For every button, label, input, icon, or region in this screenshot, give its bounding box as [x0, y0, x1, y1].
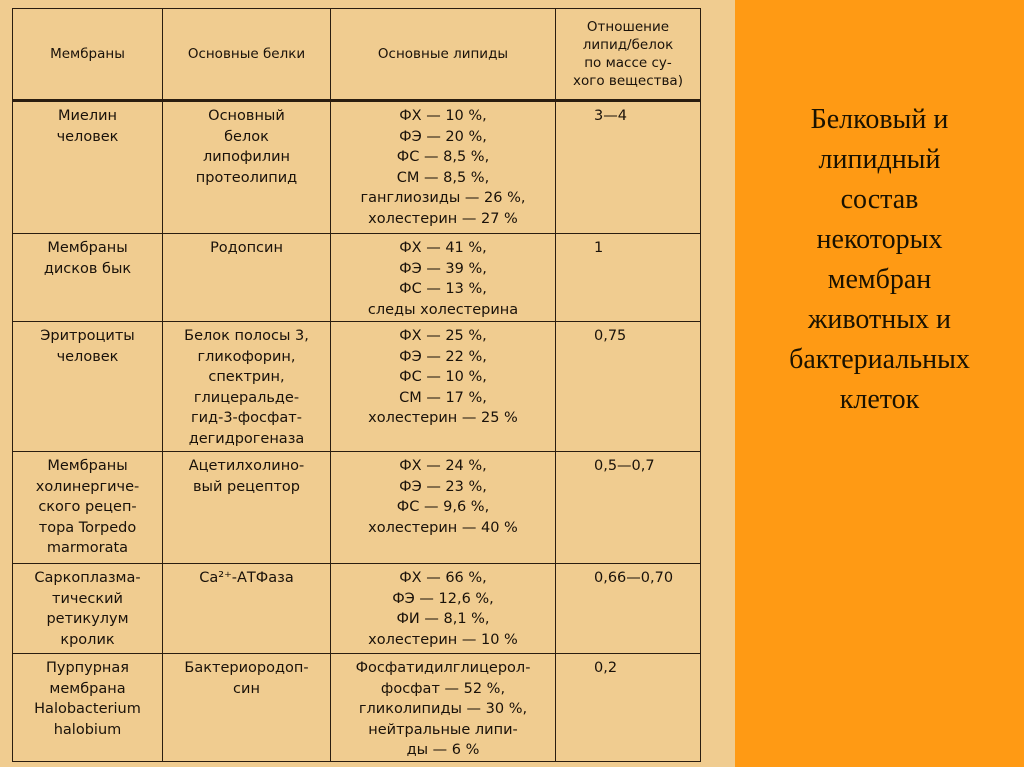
header-membranes: Мембраны: [13, 9, 163, 101]
cell-line: тический: [52, 590, 123, 607]
cell-line: ФС — 8,5 %,: [396, 149, 490, 165]
cell-line: холестерин — 25 %: [368, 410, 518, 426]
cell-line: ФС — 10 %,: [399, 369, 487, 385]
cell-line: ФЭ — 22 %,: [399, 348, 487, 365]
header-ratio-line: по массе су-: [584, 55, 672, 71]
ratio-cell: [556, 322, 701, 452]
slide-caption: [735, 100, 1024, 420]
caption-line: липидный: [818, 144, 941, 175]
ratio-cell: [556, 564, 701, 654]
cell-line: ского рецеп-: [38, 499, 137, 515]
caption-line: состав: [840, 184, 919, 215]
cell-line: холестерин — 40 %: [368, 519, 518, 536]
cell-line: 3—4: [594, 108, 627, 124]
cell-line: Мембраны: [47, 240, 128, 256]
proteins-cell: [163, 101, 331, 234]
cell-line: ФХ — 10 %,: [399, 108, 487, 124]
cell-line: кролик: [60, 631, 115, 648]
table-row: [13, 322, 701, 452]
cell-line: холестерин — 27 %: [368, 210, 518, 227]
caption-line: Белковый и: [810, 104, 949, 135]
header-ratio-line: Отношение: [586, 19, 670, 35]
cell-line: человек: [56, 348, 119, 365]
membrane-cell: [13, 234, 163, 322]
cell-line: человек: [56, 128, 119, 145]
cell-line: ФХ — 24 %,: [399, 458, 487, 474]
cell-line: гликофорин,: [197, 348, 296, 365]
membrane-composition-table: [12, 8, 701, 762]
cell-line: Ацетилхолино-: [188, 458, 305, 474]
cell-line: ганглиозиды — 26 %,: [360, 190, 526, 206]
ratio-cell: [556, 101, 701, 234]
cell-line: дегидрогеназа: [188, 430, 305, 447]
header-lipids: Основные липиды: [331, 9, 556, 101]
cell-line: тора Torpedo: [38, 519, 137, 536]
proteins-cell: [163, 452, 331, 564]
table-row: [13, 234, 701, 322]
cell-line: мембрана: [49, 680, 126, 697]
header-ratio-line: хого вещества): [573, 73, 683, 89]
caption-panel: [735, 0, 1024, 767]
cell-line: вый рецептор: [193, 478, 300, 495]
proteins-cell: [163, 654, 331, 762]
proteins-cell: [163, 234, 331, 322]
cell-line: Белок полосы 3,: [184, 328, 309, 344]
cell-line: холестерин — 10 %: [368, 631, 518, 648]
cell-line: 0,75: [594, 328, 627, 344]
cell-line: Мембраны: [47, 458, 128, 474]
cell-line: Пурпурная: [45, 660, 130, 676]
header-proteins: Основные белки: [163, 9, 331, 101]
cell-line: гид-3-фосфат-: [191, 410, 302, 426]
cell-line: 1: [594, 240, 604, 256]
membrane-cell: [13, 654, 163, 762]
cell-line: 0,5—0,7: [594, 458, 655, 474]
table-header-row: [13, 9, 701, 101]
lipids-cell: [331, 452, 556, 564]
cell-line: marmorata: [46, 540, 129, 556]
cell-line: фосфат — 52 %,: [380, 680, 506, 697]
cell-line: halobium: [53, 721, 122, 738]
cell-line: Фосфатидилглицерол-: [355, 660, 531, 676]
cell-line: ФЭ — 20 %,: [399, 128, 487, 145]
cell-line: Основный: [208, 108, 285, 124]
membrane-cell: [13, 452, 163, 564]
cell-line: Halobacterium: [34, 701, 141, 717]
cell-line: ФХ — 41 %,: [399, 240, 487, 256]
cell-line: белок: [224, 128, 269, 145]
cell-line: ФЭ — 12,6 %,: [392, 590, 494, 607]
cell-line: глицеральде-: [193, 389, 300, 406]
table-row: [13, 564, 701, 654]
proteins-cell: [163, 322, 331, 452]
cell-line: 0,66—0,70: [594, 570, 674, 586]
cell-line: ретикулум: [46, 611, 129, 627]
lipids-cell: [331, 101, 556, 234]
cell-line: ФЭ — 39 %,: [399, 260, 487, 277]
membrane-cell: [13, 564, 163, 654]
cell-line: гликолипиды — 30 %,: [358, 701, 528, 717]
caption-line: мембран: [827, 264, 932, 295]
table-row: [13, 452, 701, 564]
cell-line: ФЭ — 23 %,: [399, 478, 487, 495]
header-ratio: [556, 9, 701, 101]
caption-line: бактериальных: [789, 344, 970, 375]
cell-line: син: [233, 680, 260, 697]
cell-line: ФС — 13 %,: [399, 281, 487, 297]
cell-line: 0,2: [594, 660, 618, 676]
cell-line: ФИ — 8,1 %,: [396, 611, 490, 627]
cell-line: дисков бык: [43, 260, 132, 277]
cell-line: ды — 6 %: [406, 742, 480, 758]
cell-line: протеолипид: [195, 169, 298, 186]
cell-line: Бактериородоп-: [184, 660, 309, 676]
ratio-cell: [556, 654, 701, 762]
lipids-cell: [331, 564, 556, 654]
cell-line: ФХ — 25 %,: [399, 328, 487, 344]
ratio-cell: [556, 234, 701, 322]
cell-line: спектрин,: [208, 369, 285, 385]
lipids-cell: [331, 322, 556, 452]
membrane-cell: [13, 322, 163, 452]
cell-line: Миелин: [57, 108, 118, 124]
membrane-cell: [13, 101, 163, 234]
table-row: [13, 101, 701, 234]
ratio-cell: [556, 452, 701, 564]
caption-line: некоторых: [816, 224, 943, 255]
caption-line: животных и: [807, 304, 951, 335]
cell-line: СМ — 8,5 %,: [396, 169, 490, 186]
cell-line: липофилин: [202, 149, 291, 165]
header-ratio-line: липид/белок: [582, 37, 674, 53]
cell-line: холинергиче-: [35, 478, 140, 495]
table-row: [13, 654, 701, 762]
proteins-cell: [163, 564, 331, 654]
lipids-cell: [331, 654, 556, 762]
cell-line: следы холестерина: [367, 301, 519, 318]
cell-line: СМ — 17 %,: [399, 389, 487, 406]
cell-line: нейтральные липи-: [368, 721, 518, 738]
cell-line: Саркоплазма-: [34, 570, 141, 586]
lipids-cell: [331, 234, 556, 322]
cell-line: Родопсин: [210, 240, 283, 256]
cell-line: ФХ — 66 %,: [399, 570, 487, 586]
cell-line: Ca²⁺-АТФаза: [199, 570, 294, 586]
cell-line: Эритроциты: [40, 328, 135, 344]
caption-line: клеток: [839, 384, 920, 415]
cell-line: ФС — 9,6 %,: [396, 499, 490, 515]
